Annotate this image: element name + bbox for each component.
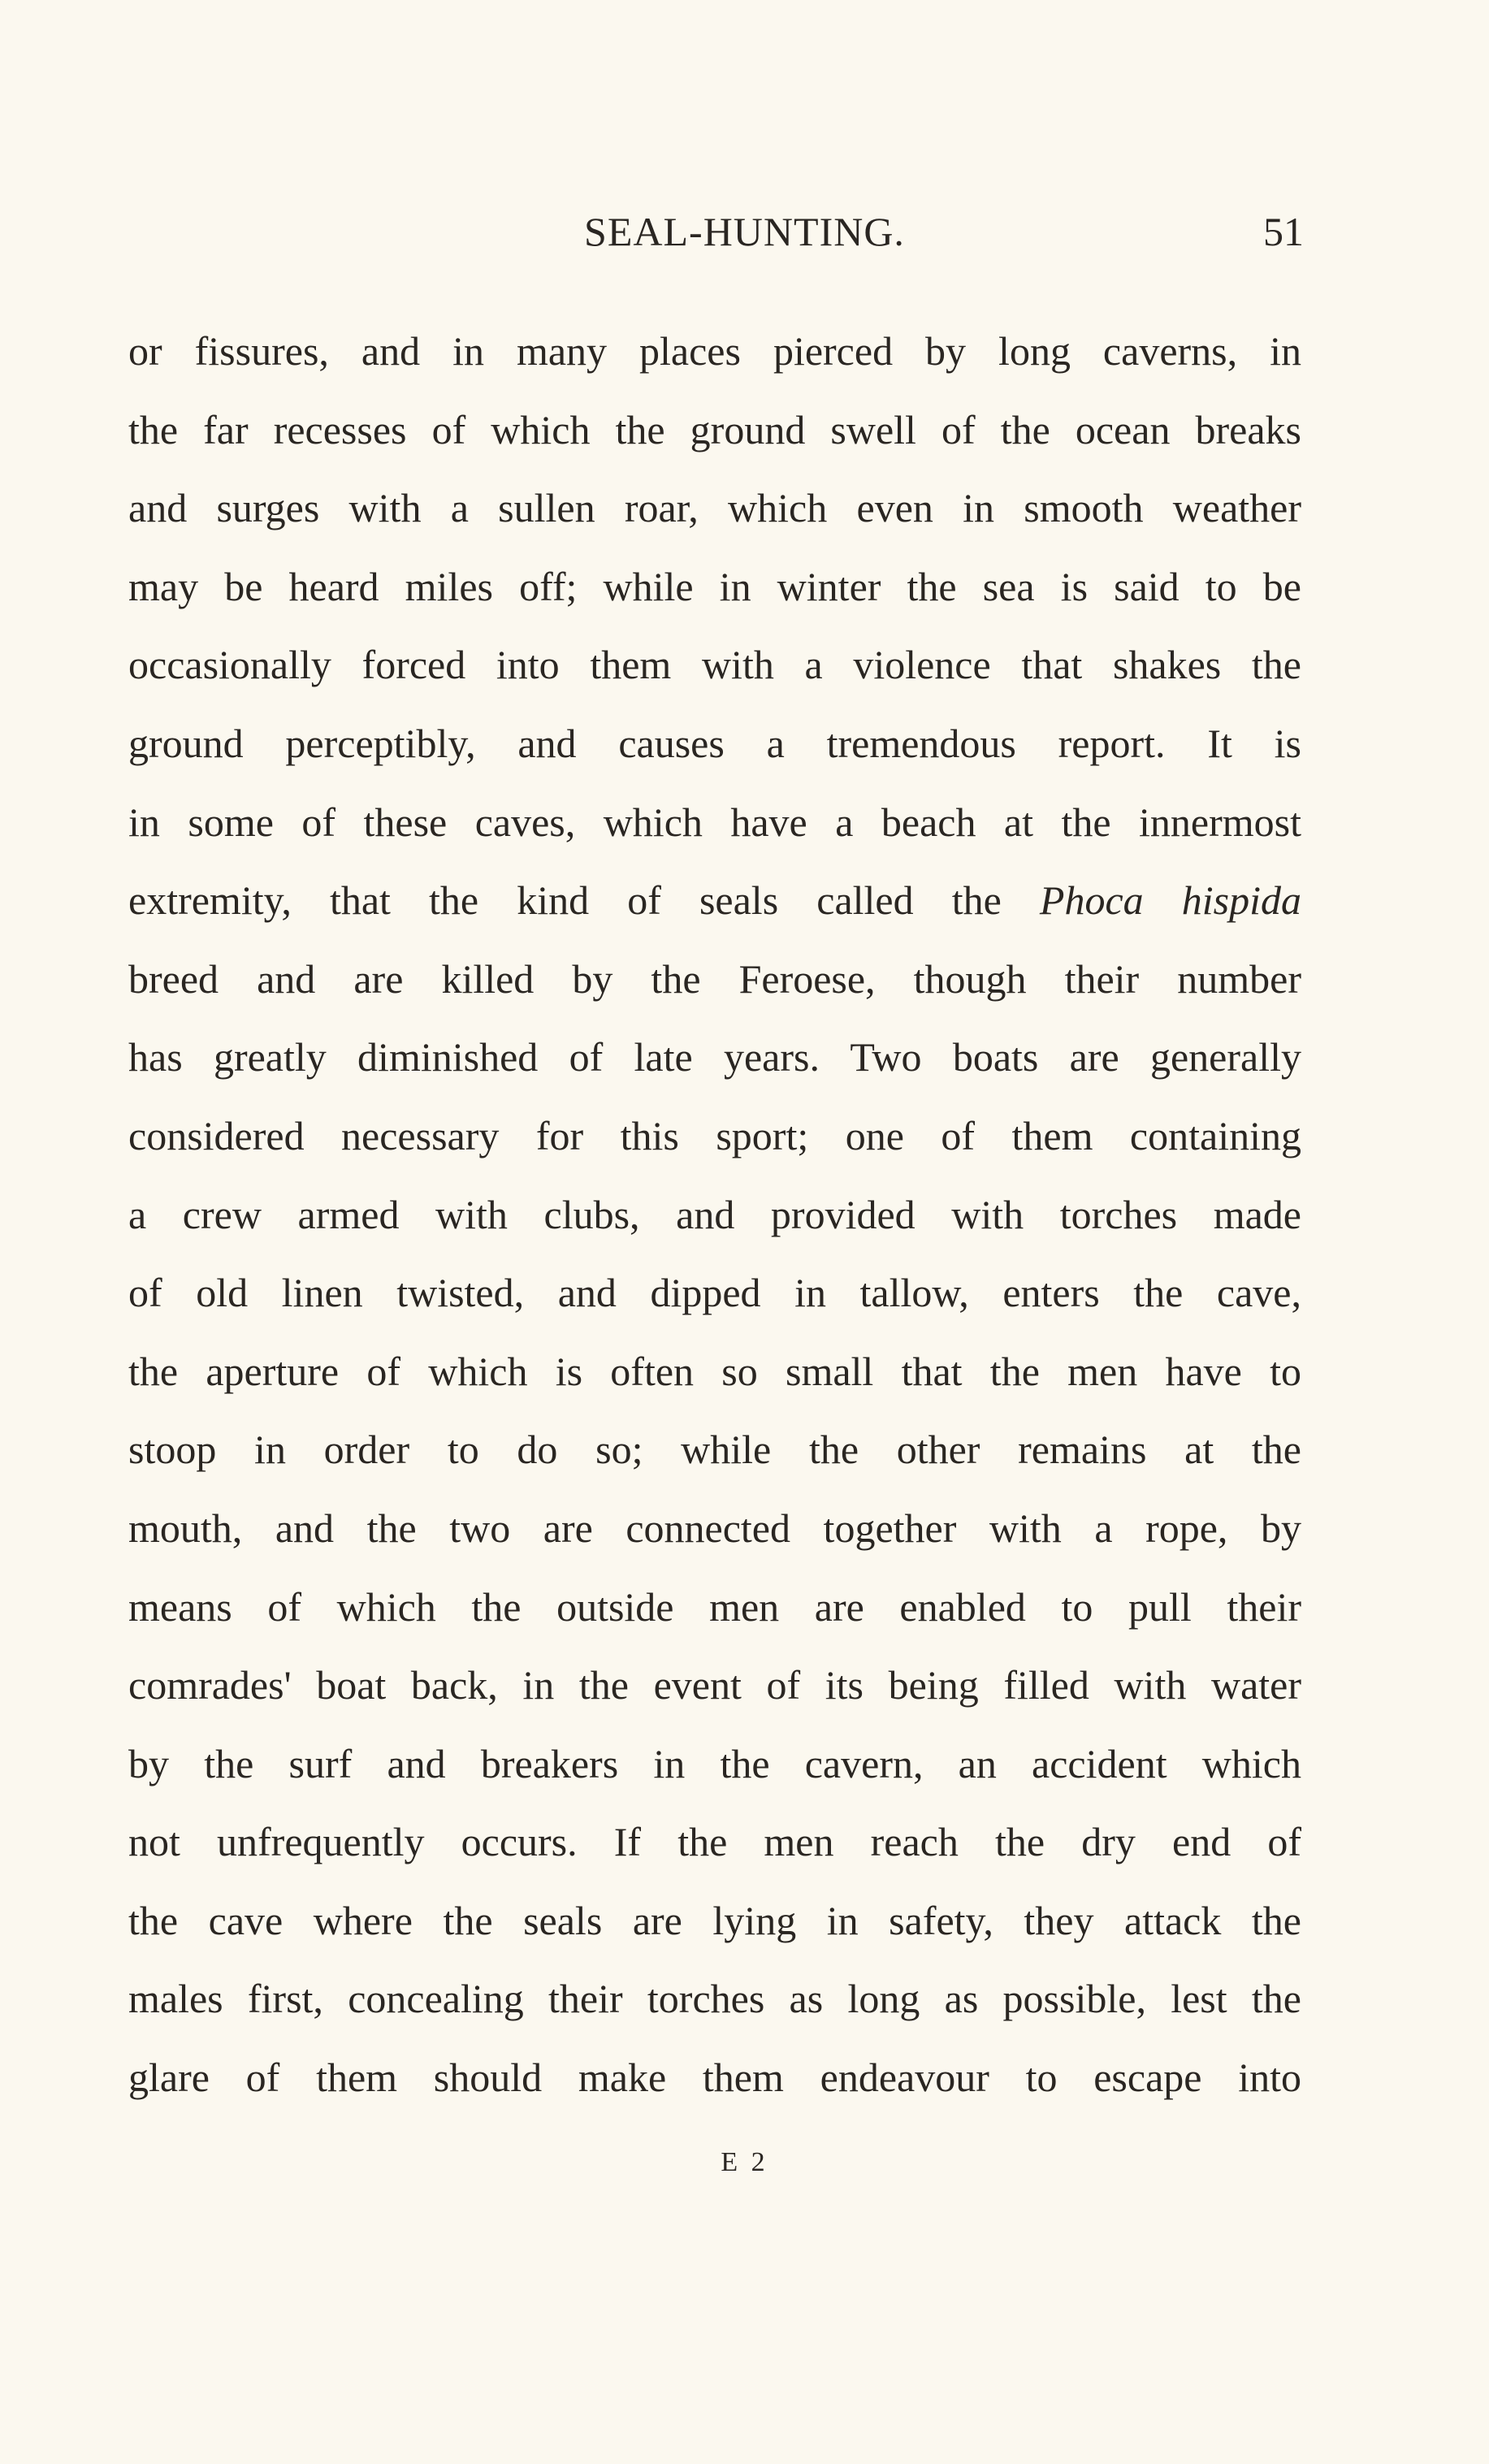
text-line: of old linen twisted, and dipped in tallow, enters the cave, [128, 1270, 1301, 1316]
text-line: by the surf and breakers in the cavern, an accident which [128, 1740, 1301, 1786]
text-line: the far recesses of which the ground swell of the ocean breaks [128, 406, 1301, 453]
text-line: occasionally forced into them with a violence that shakes the [128, 642, 1301, 688]
text-line: may be heard miles off; while in winter the sea is said to be [128, 563, 1301, 609]
text-line: the cave where the seals are lying in safety, they attack the [128, 1897, 1301, 1943]
text-line: has greatly diminished of late years. Two boats are generally [128, 1034, 1301, 1080]
text-line: and surges with a sullen roar, which even in smooth weather [128, 485, 1301, 531]
text-line-plain-part: extremity, that the kind of seals called the [128, 877, 1040, 924]
running-title: SEAL-HUNTING. [584, 209, 905, 254]
text-line: breed and are killed by the Feroese, though their number [128, 955, 1301, 1002]
text-line: the aperture of which is often so small that the men have to [128, 1348, 1301, 1394]
text-line: males first, concealing their torches as long as possible, lest the [128, 1976, 1301, 2022]
text-line: not unfrequently occurs. If the men reach the dry end of [128, 1819, 1301, 1865]
running-head [0, 207, 1489, 256]
body-text [128, 325, 1301, 2130]
text-line: or fissures, and in many places pierced by long caverns, in [128, 328, 1301, 374]
page-number: 51 [1263, 209, 1304, 254]
text-line: comrades' boat back, in the event of its being filled with water [128, 1662, 1301, 1708]
text-line: considered necessary for this sport; one of them containing [128, 1112, 1301, 1158]
text-line: a crew armed with clubs, and provided with torches made [128, 1191, 1301, 1237]
text-line-with-italic [128, 874, 1301, 953]
text-line: glare of them should make them endeavour to escape into [128, 2055, 1301, 2101]
text-line: mouth, and the two are connected together with a rope, by [128, 1505, 1301, 1551]
text-line: stoop in order to do so; while the other remains at the [128, 1427, 1301, 1473]
text-line: means of which the outside men are enabled to pull their [128, 1583, 1301, 1630]
species-name-italic: Phoca hispida [1039, 877, 1301, 924]
signature-mark: E 2 [721, 2147, 768, 2177]
text-line: in some of these caves, which have a beach at the innermost [128, 799, 1301, 845]
text-line: ground perceptibly, and causes a tremendous report. It is [128, 720, 1301, 766]
